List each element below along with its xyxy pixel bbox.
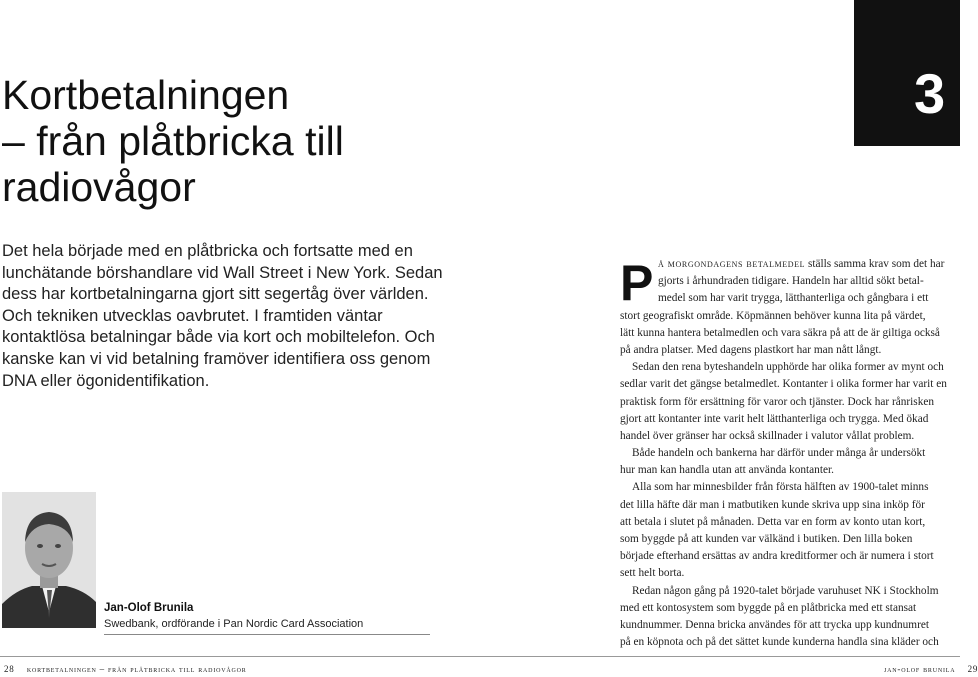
author-name: Jan-Olof Brunila bbox=[104, 602, 194, 614]
title-line: – från plåtbricka till bbox=[2, 118, 344, 164]
body-line: Redan någon gång på 1920-talet började varuhuset NK i Stockholm bbox=[632, 584, 939, 597]
body-line: på andra platser. Med dagens plastkort har man nått långt. bbox=[620, 343, 882, 356]
body-line: med ett kontosystem som byggde på en plåtbricka med ett stansat bbox=[620, 601, 917, 614]
author-role: Swedbank, ordförande i Pan Nordic Card Association bbox=[104, 618, 364, 630]
right-page-number: 29 bbox=[967, 664, 978, 674]
footer-right bbox=[884, 664, 978, 674]
body-line: sett helt borta. bbox=[620, 567, 685, 580]
lead-line: dess har kortbetalningarna gjort sitt segertåg över världen. bbox=[2, 285, 429, 304]
footer-rule bbox=[0, 656, 960, 657]
lead-line: kanske kan vi vid betalning framöver identifiera oss genom bbox=[2, 349, 431, 368]
author-portrait-image bbox=[2, 492, 96, 628]
author-photo bbox=[2, 492, 96, 628]
body-line: hur man kan handla utan att använda kontanter. bbox=[620, 464, 834, 477]
body-column bbox=[620, 256, 962, 651]
body-line: på en köpnota och på det sättet kunde kunderna handla sina kläder och bbox=[620, 636, 939, 649]
body-line: praktisk form för ersättning för varor och tjänster. Dock har rånrisken bbox=[620, 395, 935, 408]
body-smallcaps-lead: å morgondagens betalmedel bbox=[658, 258, 806, 270]
chapter-title bbox=[2, 72, 562, 210]
body-line: som byggde på att kunden var välkänd i butiken. Den lilla boken bbox=[620, 533, 913, 545]
body-line: Sedan den rena byteshandeln upphörde har olika former av mynt och bbox=[632, 361, 944, 374]
body-line: sedlar varit det gängse betalmedlet. Kontanter i olika former har varit en bbox=[620, 378, 947, 391]
body-line-first bbox=[620, 256, 962, 273]
body-line: handel över gränser har också skillnader i valutor vållat problem. bbox=[620, 429, 915, 442]
body-line: Alla som har minnesbilder från första hälften av 1900-talet minns bbox=[632, 481, 929, 494]
caption-divider bbox=[104, 634, 430, 635]
body-line: medel som har varit trygga, lätthanterliga och gångbara i ett bbox=[658, 292, 929, 305]
title-line: Kortbetalningen bbox=[2, 72, 290, 118]
body-line: började efterhand ersättas av andra kreditformer och är numera i stort bbox=[620, 550, 934, 563]
body-line: det lilla häfte där man i matbutiken kunde skriva upp sina inköp för bbox=[620, 498, 925, 511]
chapter-number: 3 bbox=[914, 62, 946, 125]
drop-cap: P bbox=[620, 255, 654, 311]
lead-line: Det hela började med en plåtbricka och fortsatte med en bbox=[2, 242, 413, 260]
body-first-line-rest: ställs samma krav som det har bbox=[805, 258, 945, 270]
left-page-number: 28 bbox=[4, 664, 15, 674]
lead-line: kontaktlösa betalningar både via kort och mobiltelefon. Och bbox=[2, 328, 435, 347]
running-author: jan-olof brunila bbox=[884, 664, 956, 674]
body-lines bbox=[620, 273, 962, 651]
body-line: lätt kunna hantera betalmedlen och vara säkra på att de är giltiga också bbox=[620, 326, 940, 339]
body-line: att betala i slutet på månaden. Detta var en form av konto utan kort, bbox=[620, 515, 926, 528]
chapter-number-tab bbox=[854, 0, 960, 146]
footer-left bbox=[4, 664, 247, 674]
lead-line: lunchätande börshandlare vid Wall Street i New York. Sedan bbox=[2, 263, 443, 282]
title-line: radiovågor bbox=[2, 164, 196, 210]
lead-line: Och tekniken utvecklas oavbrutet. I framtiden väntar bbox=[2, 306, 383, 325]
running-title: kortbetalningen – från plåtbricka till radiovågor bbox=[26, 664, 247, 674]
body-line: gjorts i århundraden tidigare. Handeln har alltid sökt betal- bbox=[658, 275, 924, 288]
lead-line: DNA eller ögonidentifikation. bbox=[2, 371, 210, 390]
body-line: Både handeln och bankerna har därför under många år undersökt bbox=[632, 447, 926, 460]
body-line: stort geografiskt område. Köpmännen behöver kunna lita på värdet, bbox=[620, 309, 926, 322]
lead-paragraph bbox=[2, 241, 442, 392]
body-line: kundnummer. Denna bricka användes för att trycka upp kundnumret bbox=[620, 618, 930, 631]
body-line: gjort att kontanter inte varit helt lätthanterliga och trygga. Med ökad bbox=[620, 412, 929, 425]
